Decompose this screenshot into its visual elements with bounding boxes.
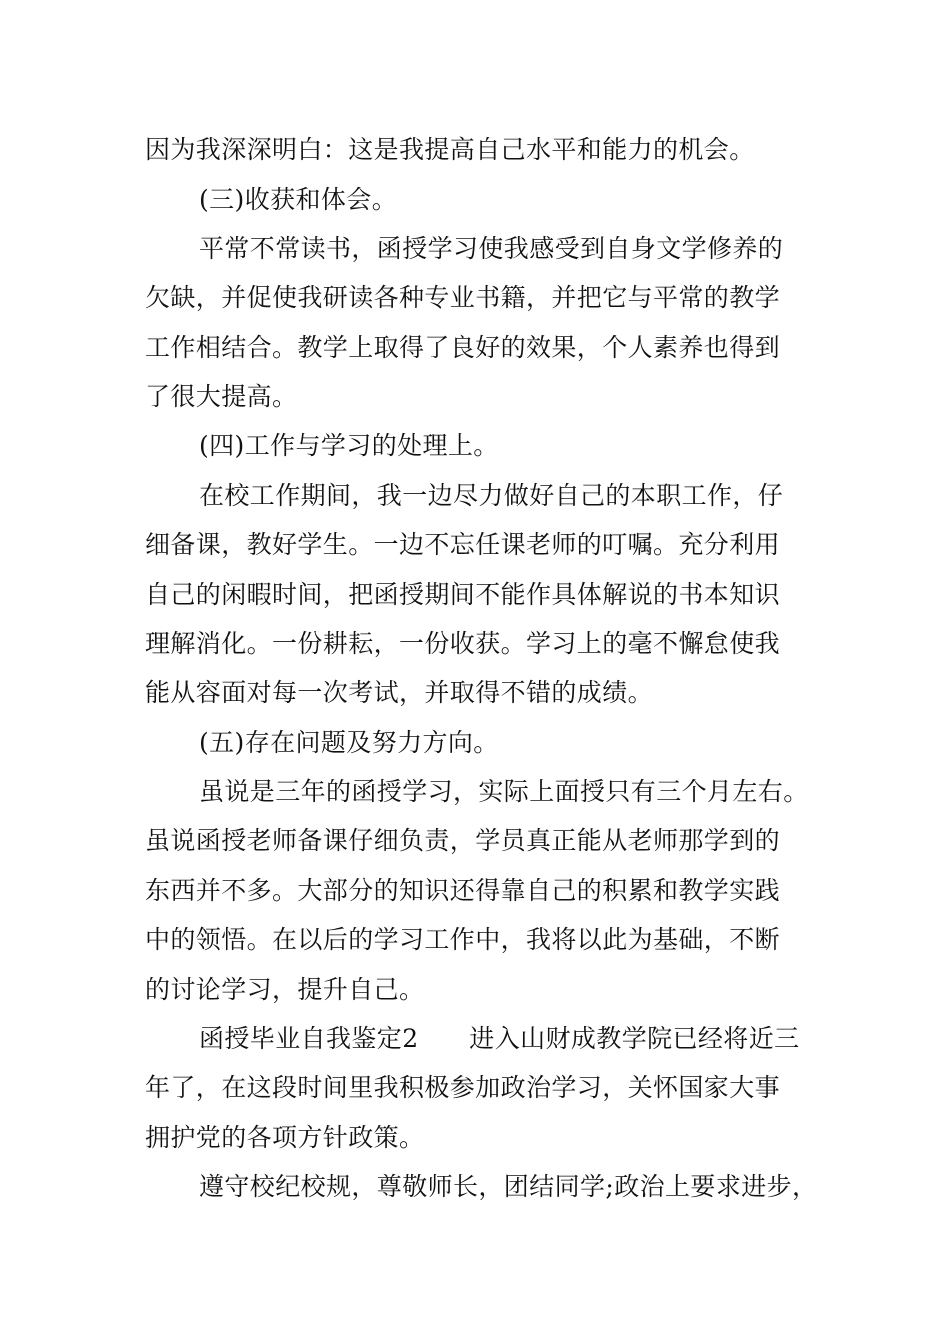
text-line: 工作相结合。教学上取得了良好的效果，个人素养也得到 <box>145 333 781 362</box>
section-heading: (五)存在问题及努力方向。 <box>199 728 499 757</box>
section-heading: (三)收获和体会。 <box>199 185 398 214</box>
text-line: 能从容面对每一次考试，并取得不错的成绩。 <box>145 678 654 707</box>
section-heading: (四)工作与学习的处理上。 <box>199 431 499 460</box>
text-line: 遵守校纪校规，尊敬师长，团结同学;政治上要求进步， <box>199 1172 818 1201</box>
text-line: 虽说是三年的函授学习，实际上面授只有三个月左右。 <box>199 777 809 806</box>
text-line: 因为我深深明白：这是我提高自己水平和能力的机会。 <box>145 135 755 164</box>
text-line: 了很大提高。 <box>145 382 298 411</box>
text-line: 欠缺，并促使我研读各种专业书籍，并把它与平常的教学 <box>145 283 781 312</box>
text-line: 拥护党的各项方针政策。 <box>145 1123 425 1152</box>
text-line: 虽说函授老师备课仔细负责，学员真正能从老师那学到的 <box>145 826 781 855</box>
text-line: 自己的闲暇时间，把函授期间不能作具体解说的书本知识 <box>145 580 781 609</box>
text-line: 东西并不多。大部分的知识还得靠自己的积累和教学实践 <box>145 876 781 905</box>
text-line: 细备课，教好学生。一边不忘任课老师的叮嘱。充分利用 <box>145 530 781 559</box>
text-line: 理解消化。一份耕耘，一份收获。学习上的毫不懈怠使我 <box>145 629 781 658</box>
text-line: 在校工作期间，我一边尽力做好自己的本职工作，仔 <box>199 481 784 510</box>
text-line: 的讨论学习，提升自己。 <box>145 975 425 1004</box>
text-line: 平常不常读书，函授学习使我感受到自身文学修养的 <box>199 234 784 263</box>
text-line: 中的领悟。在以后的学习工作中，我将以此为基础，不断 <box>145 925 781 954</box>
text-line: 年了，在这段时间里我积极参加政治学习，关怀国家大事 <box>145 1073 781 1102</box>
text-line: 函授毕业自我鉴定2 进入山财成教学院已经将近三 <box>199 1024 800 1053</box>
